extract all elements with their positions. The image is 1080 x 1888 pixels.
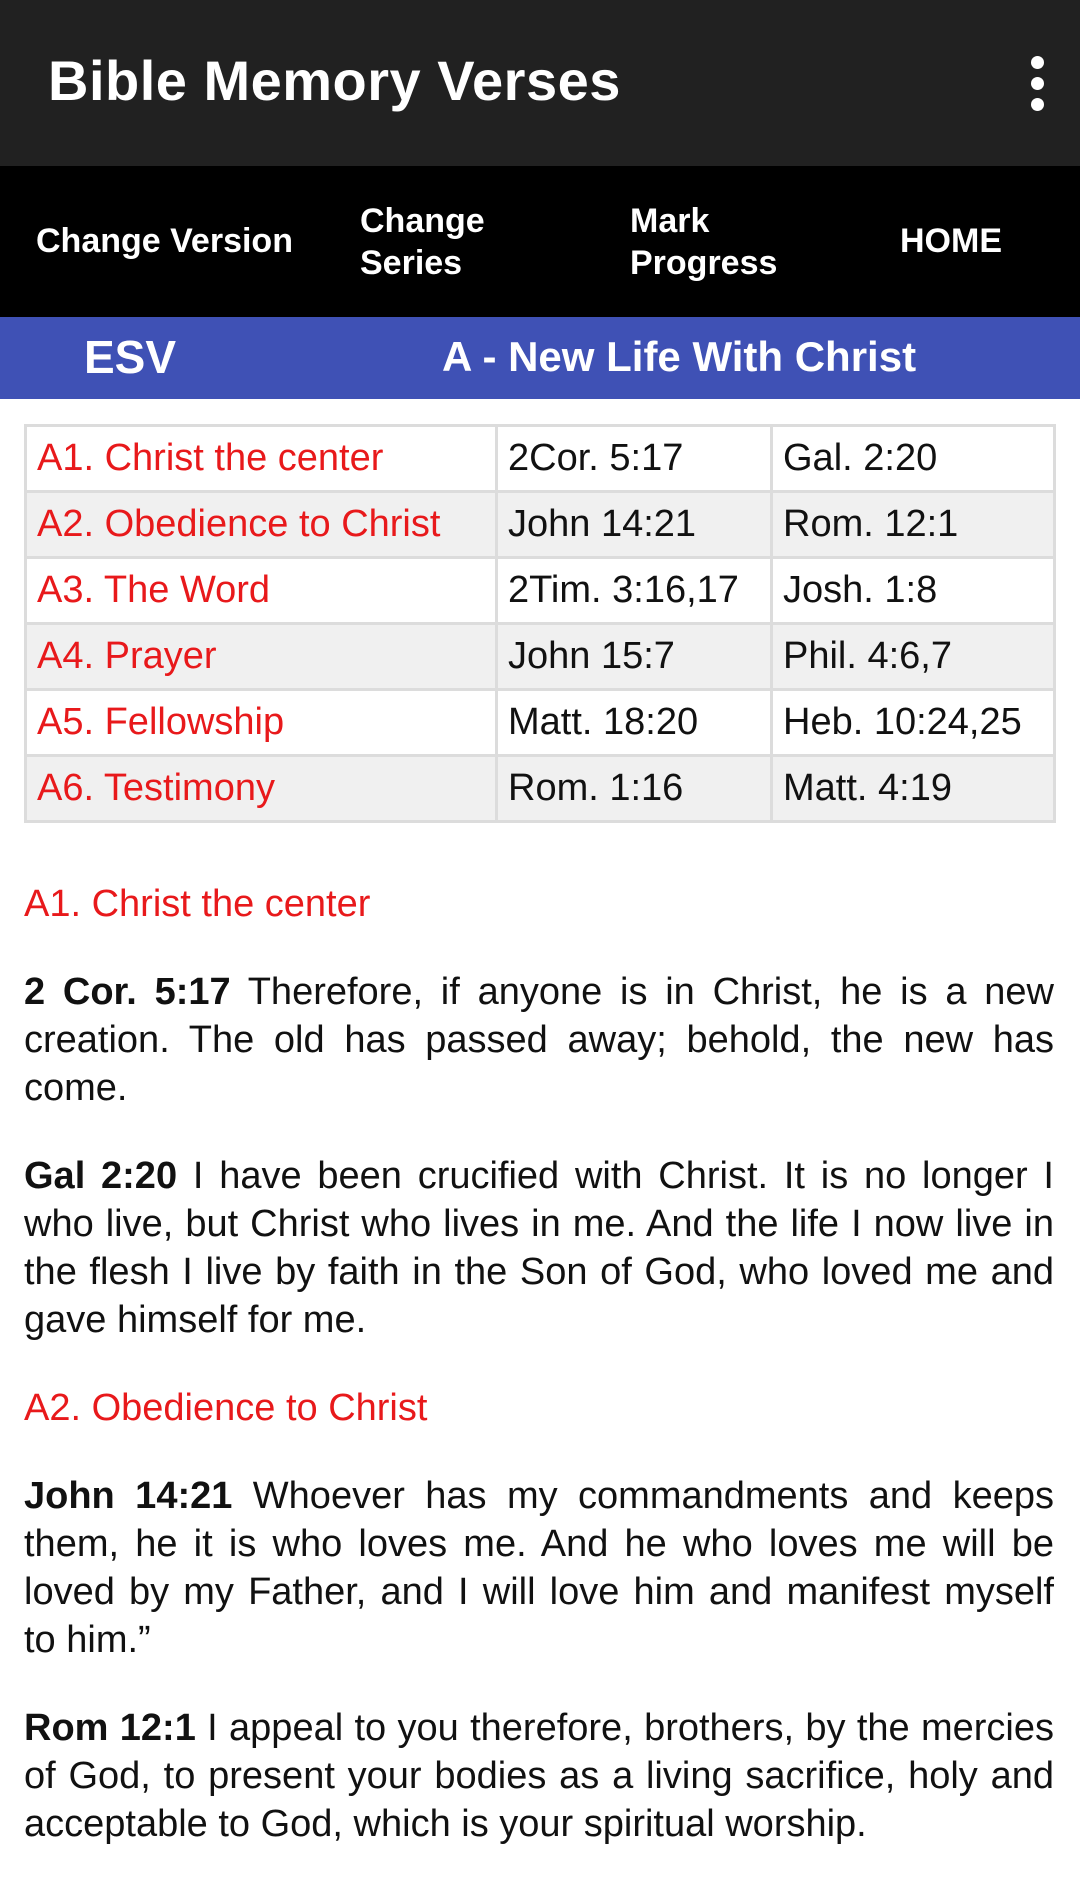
verse-reference: Rom 12:1 xyxy=(24,1707,196,1749)
change-series-label-line1: Change xyxy=(360,202,485,240)
ref-cell: John 14:21 xyxy=(497,492,772,558)
version-label: ESV xyxy=(84,331,177,383)
change-version-label: Change Version xyxy=(36,222,293,260)
mark-progress-label-line1: Mark xyxy=(630,202,710,240)
topic-link[interactable]: A4. Prayer xyxy=(26,624,497,690)
ref-cell: John 15:7 xyxy=(497,624,772,690)
app-bar xyxy=(0,0,1080,166)
change-series-button[interactable] xyxy=(360,200,485,284)
table-row xyxy=(26,492,1055,558)
verse-paragraph xyxy=(24,1472,1054,1664)
table-row xyxy=(26,624,1055,690)
section-heading: A1. Christ the center xyxy=(24,883,371,925)
overflow-menu-icon[interactable] xyxy=(1022,56,1052,112)
home-label: HOME xyxy=(900,222,1002,260)
table-row xyxy=(26,756,1055,822)
change-series-label-line2: Series xyxy=(360,244,463,282)
series-header xyxy=(0,317,1080,399)
table-row xyxy=(26,558,1055,624)
topic-link[interactable]: A3. The Word xyxy=(26,558,497,624)
series-title: A - New Life With Christ xyxy=(442,333,917,380)
verse-paragraph xyxy=(24,1704,1054,1848)
verse-index-table xyxy=(24,424,1056,823)
ref-cell: Gal. 2:20 xyxy=(772,426,1055,492)
ref-cell: 2Cor. 5:17 xyxy=(497,426,772,492)
mark-progress-label-line2: Progress xyxy=(630,244,778,282)
table-row xyxy=(26,426,1055,492)
ref-cell: Josh. 1:8 xyxy=(772,558,1055,624)
ref-cell: Matt. 18:20 xyxy=(497,690,772,756)
verse-text: I have been crucified with Christ. It is no longer I who live, but Christ who lives in me. And the life I now live in the flesh I live by faith in the Son of God, who loved me and gave himself for me. xyxy=(24,1155,1054,1341)
ref-cell: Heb. 10:24,25 xyxy=(772,690,1055,756)
verse-paragraph xyxy=(24,968,1054,1112)
verse-text: Whoever has my commandments and keeps them, he it is who loves me. And he who loves me will be loved by my Father, and I will love him and manifest myself to him.” xyxy=(24,1475,1054,1661)
nav-bar xyxy=(0,166,1080,317)
topic-link[interactable]: A6. Testimony xyxy=(26,756,497,822)
section-heading: A2. Obedience to Christ xyxy=(24,1387,428,1429)
verse-reference: 2 Cor. 5:17 xyxy=(24,971,231,1013)
verse-paragraph xyxy=(24,1152,1054,1344)
ref-cell: Rom. 1:16 xyxy=(497,756,772,822)
verse-reference: John 14:21 xyxy=(24,1475,233,1517)
verse-reference: Gal 2:20 xyxy=(24,1155,178,1197)
verses-content xyxy=(24,880,1054,1888)
app-title: Bible Memory Verses xyxy=(48,49,621,112)
verse-text: Therefore, if anyone is in Christ, he is a new creation. The old has passed away; behold, the new has come. xyxy=(24,971,1054,1109)
home-button[interactable] xyxy=(900,220,1002,262)
topic-link[interactable]: A2. Obedience to Christ xyxy=(26,492,497,558)
ref-cell: 2Tim. 3:16,17 xyxy=(497,558,772,624)
ref-cell: Matt. 4:19 xyxy=(772,756,1055,822)
topic-link[interactable]: A1. Christ the center xyxy=(26,426,497,492)
ref-cell: Rom. 12:1 xyxy=(772,492,1055,558)
change-version-button[interactable] xyxy=(36,220,293,262)
ref-cell: Phil. 4:6,7 xyxy=(772,624,1055,690)
mark-progress-button[interactable] xyxy=(630,200,777,284)
table-row xyxy=(26,690,1055,756)
topic-link[interactable]: A5. Fellowship xyxy=(26,690,497,756)
verse-text: I appeal to you therefore, brothers, by the mercies of God, to present your bodies as a living sacrifice, holy and acceptable to God, which is your spiritual worship. xyxy=(24,1707,1054,1845)
